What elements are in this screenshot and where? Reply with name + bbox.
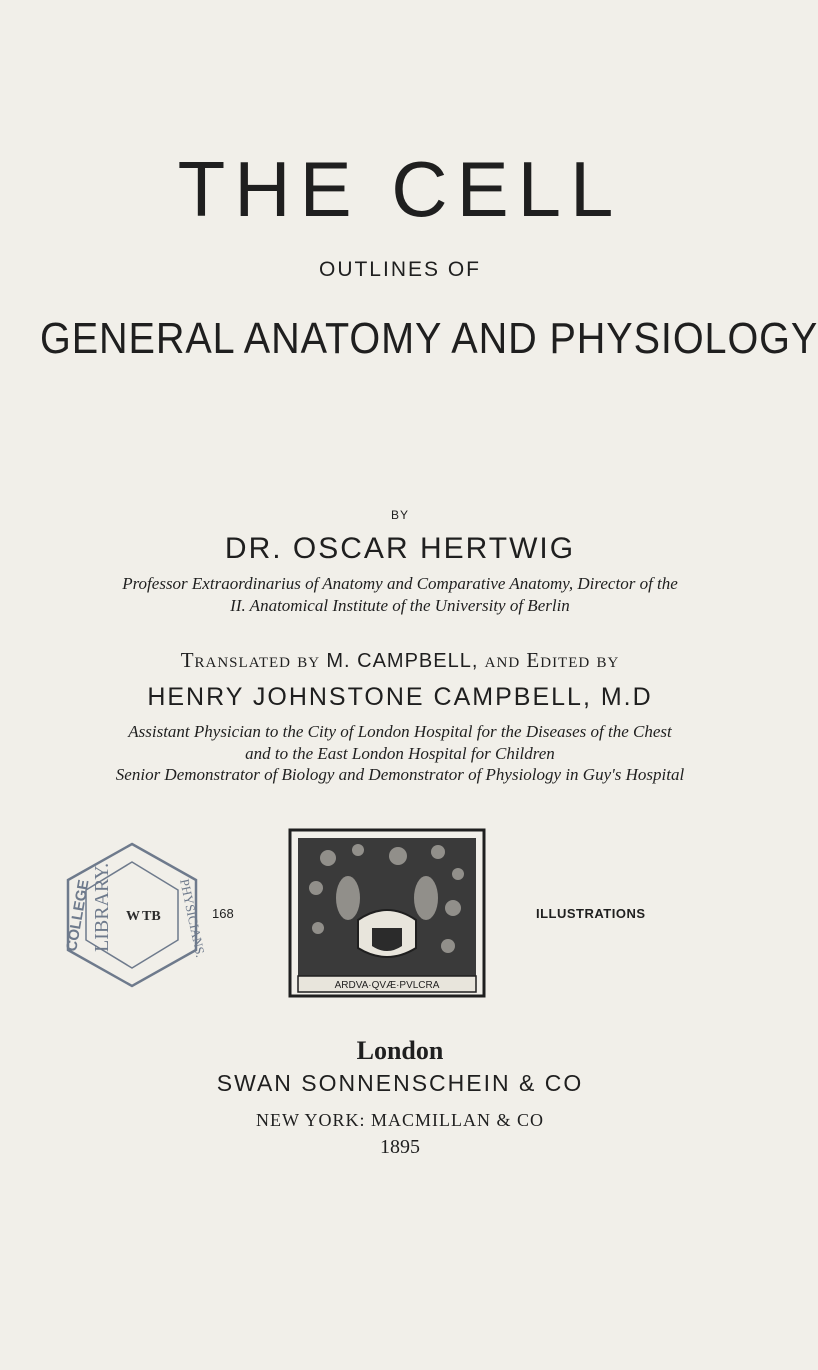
author-title-line2: II. Anatomical Institute of the University of Berlin (230, 596, 570, 615)
printers-device-illustration (288, 828, 486, 998)
translator-name: M. CAMPBELL, (326, 650, 479, 672)
translated-by-label: Translated by (180, 648, 321, 672)
printer-motto: ARDVA·QVÆ·PVLCRA (334, 980, 440, 991)
place-of-publication: London (356, 1036, 444, 1065)
stamp-ring-right: PHYSICIANS. (177, 877, 209, 959)
editor-title-line3: Senior Demonstrator of Biology and Demonstrator of Physiology in Guy's Hospital (115, 765, 685, 784)
stamp-center-text: LIBRARY. (91, 862, 113, 952)
author-title-line1: Professor Extraordinarius of Anatomy and Comparative Anatomy, Director of the (122, 574, 678, 593)
translation-credit (0, 648, 800, 673)
subtitle-line2: GENERAL ANATOMY AND PHYSIOLOGY (40, 314, 818, 363)
co-publisher: NEW YORK: MACMILLAN & CO (256, 1110, 544, 1130)
edited-by-label: and Edited by (484, 648, 620, 672)
library-stamp (62, 840, 209, 990)
editor-title-line1: Assistant Physician to the City of London Hospital for the Diseases of the Chest (128, 722, 672, 741)
editor-title-line2: and to the East London Hospital for Children (245, 744, 555, 763)
author-name: DR. OSCAR HERTWIG (224, 532, 576, 565)
stamp-number: 168 (212, 906, 234, 921)
stamp-mark: W (126, 909, 140, 924)
by-label: BY (390, 508, 409, 522)
publisher: SWAN SONNENSCHEIN & CO (216, 1070, 584, 1096)
subtitle-line1: OUTLINES OF (318, 258, 482, 281)
illustrations-count: ILLUSTRATIONS (536, 906, 646, 921)
stamp-mark2: TB (142, 909, 161, 924)
stamp-ring-left: COLLEGE (63, 878, 93, 953)
editor-name: HENRY JOHNSTONE CAMPBELL, M.D (147, 683, 653, 711)
publication-year: 1895 (380, 1136, 420, 1158)
book-title: THE CELL (177, 145, 623, 233)
